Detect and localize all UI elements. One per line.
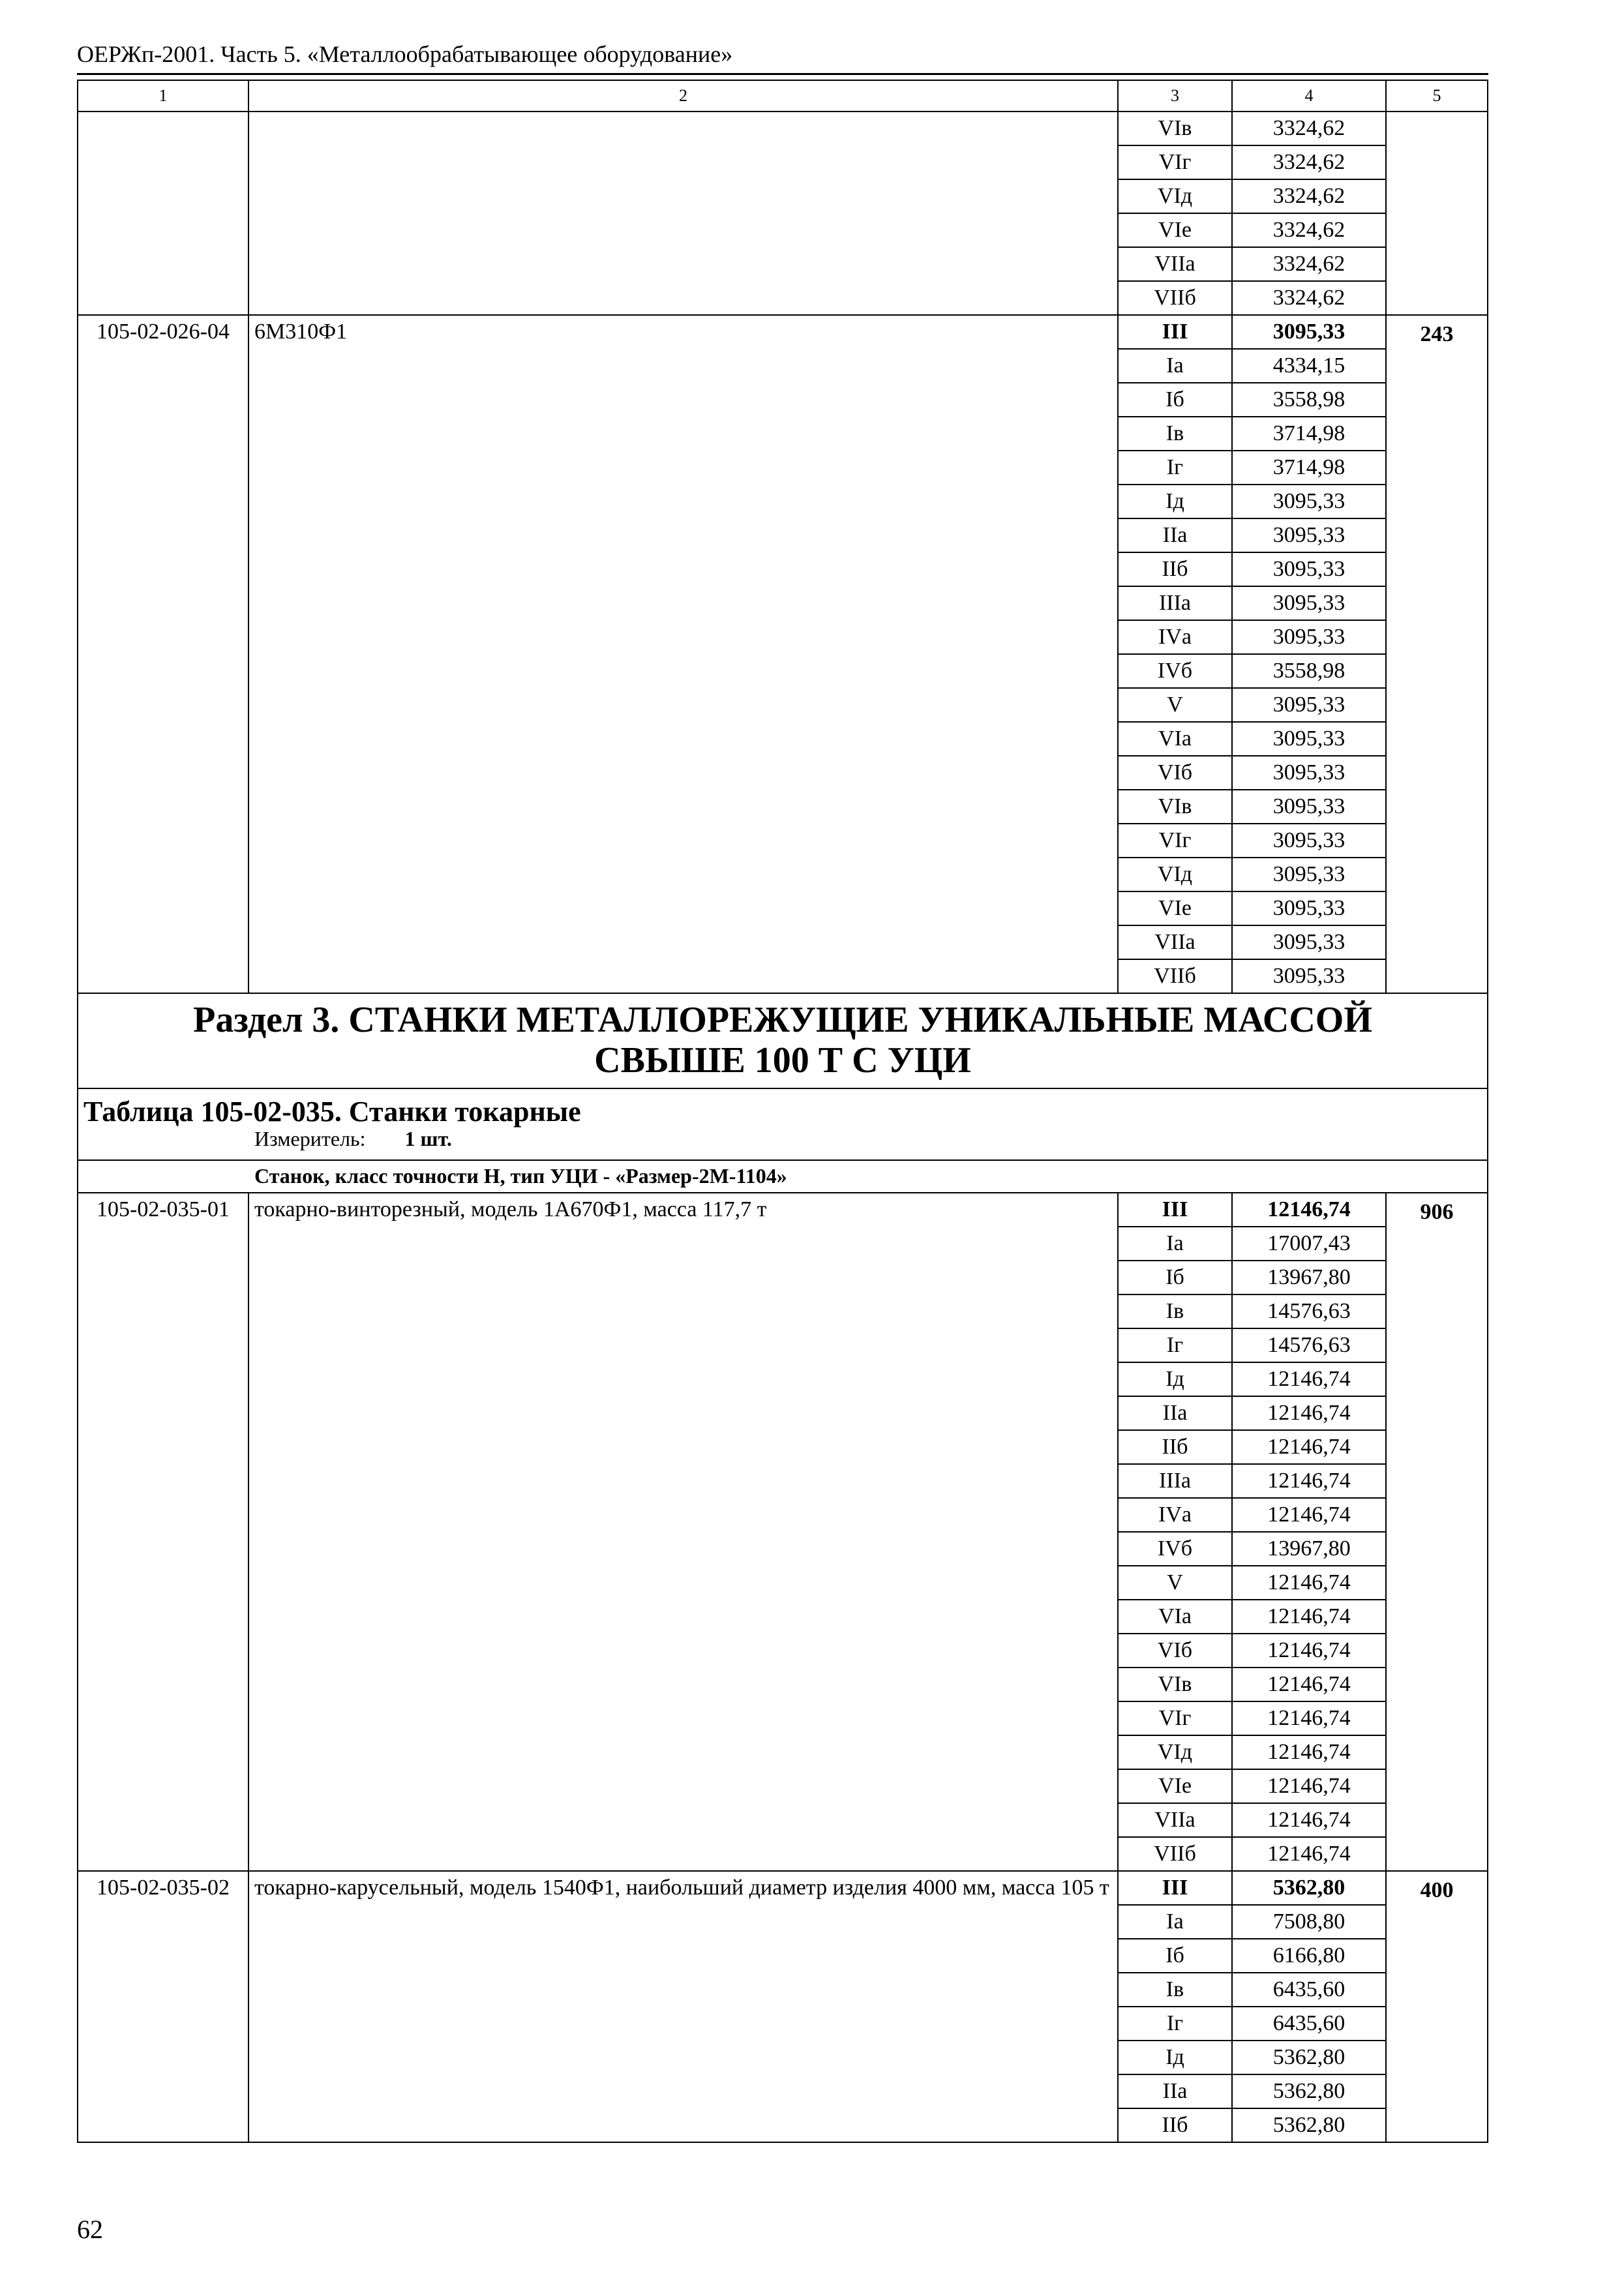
class-cell: IVа xyxy=(1118,620,1232,654)
class-cell: VIд xyxy=(1118,179,1232,213)
item-code: 105-02-035-02 xyxy=(78,1871,248,2142)
column-header: 3 xyxy=(1118,80,1232,112)
value-cell: 12146,74 xyxy=(1232,1464,1386,1498)
code-cell xyxy=(78,112,248,315)
class-cell: VIг xyxy=(1118,145,1232,179)
class-cell: Iа xyxy=(1118,349,1232,383)
class-cell: VIд xyxy=(1118,1735,1232,1769)
class-cell: IIб xyxy=(1118,1430,1232,1464)
class-cell: Iд xyxy=(1118,2041,1232,2074)
value-cell: 12146,74 xyxy=(1232,1566,1386,1600)
value-cell: 4334,15 xyxy=(1232,349,1386,383)
class-cell: VIе xyxy=(1118,213,1232,247)
table-row xyxy=(78,1193,1488,1227)
value-cell: 13967,80 xyxy=(1232,1532,1386,1566)
value-cell: 3095,33 xyxy=(1232,858,1386,891)
class-cell: VIIа xyxy=(1118,925,1232,959)
value-cell: 3095,33 xyxy=(1232,586,1386,620)
value-cell: 12146,74 xyxy=(1232,1837,1386,1871)
measure-cell xyxy=(78,1128,1488,1160)
class-cell: VIIб xyxy=(1118,281,1232,315)
value-cell: 6166,80 xyxy=(1232,1939,1386,1973)
class-cell: VIг xyxy=(1118,824,1232,858)
value-cell: 3558,98 xyxy=(1232,383,1386,417)
table-row xyxy=(78,1871,1488,1905)
class-cell: IIа xyxy=(1118,1396,1232,1430)
column-header: 2 xyxy=(248,80,1118,112)
class-cell: Iб xyxy=(1118,1939,1232,1973)
page-number: 62 xyxy=(77,2215,103,2244)
class-cell: IVб xyxy=(1118,1532,1232,1566)
item-total: 243 xyxy=(1386,315,1488,993)
class-cell: IVа xyxy=(1118,1498,1232,1532)
value-cell: 12146,74 xyxy=(1232,1396,1386,1430)
class-cell: IIа xyxy=(1118,2074,1232,2108)
class-cell: IIа xyxy=(1118,518,1232,552)
value-cell: 12146,74 xyxy=(1232,1735,1386,1769)
class-cell: Iд xyxy=(1118,1362,1232,1396)
class-cell: V xyxy=(1118,688,1232,722)
section-heading-line: СВЫШЕ 100 Т С УЦИ xyxy=(594,1040,971,1081)
value-cell: 3095,33 xyxy=(1232,485,1386,518)
class-cell: VIб xyxy=(1118,756,1232,790)
value-cell: 3324,62 xyxy=(1232,247,1386,281)
value-cell: 3095,33 xyxy=(1232,790,1386,824)
class-cell: VIIа xyxy=(1118,247,1232,281)
item-total: 400 xyxy=(1386,1871,1488,2142)
section-row xyxy=(78,993,1488,1088)
value-cell: 3714,98 xyxy=(1232,451,1386,485)
value-cell: 3324,62 xyxy=(1232,179,1386,213)
class-cell: VIб xyxy=(1118,1634,1232,1668)
value-cell: 13967,80 xyxy=(1232,1261,1386,1294)
description-cell xyxy=(248,112,1118,315)
class-cell: IIIа xyxy=(1118,1464,1232,1498)
value-cell: 3558,98 xyxy=(1232,654,1386,688)
table-title: Таблица 105-02-035. Станки токарные xyxy=(78,1088,1488,1128)
value-cell: 12146,74 xyxy=(1232,1701,1386,1735)
table-row xyxy=(78,112,1488,145)
class-cell: VIа xyxy=(1118,722,1232,756)
item-code: 105-02-035-01 xyxy=(78,1193,248,1871)
class-cell: Iв xyxy=(1118,1294,1232,1328)
class-cell: Iа xyxy=(1118,1227,1232,1261)
class-cell: IIIа xyxy=(1118,586,1232,620)
value-cell: 12146,74 xyxy=(1232,1803,1386,1837)
measure-row xyxy=(78,1128,1488,1160)
class-cell: VIг xyxy=(1118,1701,1232,1735)
column-number-row xyxy=(78,80,1488,112)
class-cell: III xyxy=(1118,1871,1232,1905)
class-cell: Iа xyxy=(1118,1905,1232,1939)
class-cell: Iг xyxy=(1118,1328,1232,1362)
measure-label: Измеритель: xyxy=(254,1127,366,1150)
class-cell: VIв xyxy=(1118,1668,1232,1701)
value-cell: 3095,33 xyxy=(1232,824,1386,858)
price-table xyxy=(77,80,1488,2143)
class-cell: Iб xyxy=(1118,1261,1232,1294)
total-cell xyxy=(1386,112,1488,315)
item-description: токарно-карусельный, модель 1540Ф1, наибольший диаметр изделия 4000 мм, масса 105 т xyxy=(248,1871,1118,2142)
value-cell: 12146,74 xyxy=(1232,1193,1386,1227)
value-cell: 3324,62 xyxy=(1232,145,1386,179)
column-header: 4 xyxy=(1232,80,1386,112)
item-total: 906 xyxy=(1386,1193,1488,1871)
group-title: Станок, класс точности Н, тип УЦИ - «Размер-2М-1104» xyxy=(78,1160,1488,1193)
class-cell: IIб xyxy=(1118,552,1232,586)
value-cell: 12146,74 xyxy=(1232,1498,1386,1532)
item-description: токарно-винторезный, модель 1А670Ф1, масса 117,7 т xyxy=(248,1193,1118,1871)
value-cell: 3714,98 xyxy=(1232,417,1386,451)
class-cell: III xyxy=(1118,315,1232,349)
table-row xyxy=(78,315,1488,349)
item-description: 6М310Ф1 xyxy=(248,315,1118,993)
class-cell: IVб xyxy=(1118,654,1232,688)
value-cell: 5362,80 xyxy=(1232,2074,1386,2108)
class-cell: Iв xyxy=(1118,1973,1232,2007)
value-cell: 3095,33 xyxy=(1232,552,1386,586)
group-row xyxy=(78,1160,1488,1193)
value-cell: 3095,33 xyxy=(1232,959,1386,993)
class-cell: Iд xyxy=(1118,485,1232,518)
value-cell: 3324,62 xyxy=(1232,112,1386,145)
value-cell: 12146,74 xyxy=(1232,1634,1386,1668)
class-cell: VIе xyxy=(1118,1769,1232,1803)
class-cell: VIIб xyxy=(1118,1837,1232,1871)
value-cell: 3095,33 xyxy=(1232,756,1386,790)
column-header: 5 xyxy=(1386,80,1488,112)
class-cell: VIа xyxy=(1118,1600,1232,1634)
value-cell: 3095,33 xyxy=(1232,620,1386,654)
class-cell: VIе xyxy=(1118,891,1232,925)
header-rule xyxy=(77,73,1488,75)
value-cell: 3095,33 xyxy=(1232,518,1386,552)
value-cell: 12146,74 xyxy=(1232,1668,1386,1701)
value-cell: 17007,43 xyxy=(1232,1227,1386,1261)
value-cell: 3324,62 xyxy=(1232,281,1386,315)
price-table-body xyxy=(78,80,1488,2142)
value-cell: 3095,33 xyxy=(1232,722,1386,756)
class-cell: VIв xyxy=(1118,112,1232,145)
class-cell: Iг xyxy=(1118,451,1232,485)
class-cell: Iг xyxy=(1118,2007,1232,2041)
value-cell: 7508,80 xyxy=(1232,1905,1386,1939)
value-cell: 3095,33 xyxy=(1232,891,1386,925)
value-cell: 12146,74 xyxy=(1232,1600,1386,1634)
class-cell: VIIб xyxy=(1118,959,1232,993)
value-cell: 12146,74 xyxy=(1232,1362,1386,1396)
column-header: 1 xyxy=(78,80,248,112)
class-cell: IIб xyxy=(1118,2108,1232,2142)
class-cell: V xyxy=(1118,1566,1232,1600)
value-cell: 3324,62 xyxy=(1232,213,1386,247)
item-code: 105-02-026-04 xyxy=(78,315,248,993)
section-heading xyxy=(78,993,1488,1088)
class-cell: VIIа xyxy=(1118,1803,1232,1837)
value-cell: 5362,80 xyxy=(1232,2108,1386,2142)
value-cell: 14576,63 xyxy=(1232,1294,1386,1328)
section-heading-line: Раздел 3. СТАНКИ МЕТАЛЛОРЕЖУЩИЕ УНИКАЛЬНЫЕ МАССОЙ xyxy=(193,1000,1372,1041)
table-title-row xyxy=(78,1088,1488,1128)
value-cell: 3095,33 xyxy=(1232,925,1386,959)
measure-value: 1 шт. xyxy=(404,1127,452,1150)
value-cell: 5362,80 xyxy=(1232,2041,1386,2074)
class-cell: Iб xyxy=(1118,383,1232,417)
value-cell: 5362,80 xyxy=(1232,1871,1386,1905)
class-cell: III xyxy=(1118,1193,1232,1227)
value-cell: 12146,74 xyxy=(1232,1430,1386,1464)
value-cell: 6435,60 xyxy=(1232,1973,1386,2007)
value-cell: 14576,63 xyxy=(1232,1328,1386,1362)
value-cell: 12146,74 xyxy=(1232,1769,1386,1803)
class-cell: VIв xyxy=(1118,790,1232,824)
value-cell: 3095,33 xyxy=(1232,688,1386,722)
class-cell: VIд xyxy=(1118,858,1232,891)
value-cell: 6435,60 xyxy=(1232,2007,1386,2041)
class-cell: Iв xyxy=(1118,417,1232,451)
value-cell: 3095,33 xyxy=(1232,315,1386,349)
running-header: ОЕРЖп-2001. Часть 5. «Металлообрабатывающее оборудование» xyxy=(77,41,733,67)
